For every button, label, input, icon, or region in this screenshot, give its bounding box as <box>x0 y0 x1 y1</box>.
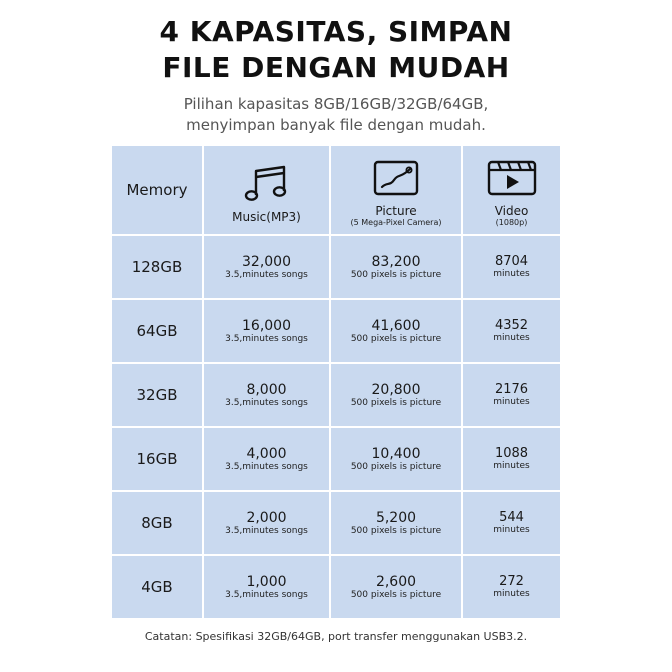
subtitle-line-2: menyimpan banyak file dengan mudah. <box>186 116 486 134</box>
capacity-label: 16GB <box>136 450 178 468</box>
music-note: 3.5,minutes songs <box>225 269 308 280</box>
heading-line-1: 4 KAPASITAS, SIMPAN <box>159 15 513 48</box>
picture-value-cell <box>331 556 461 618</box>
video-header-sub: (1080p) <box>495 218 528 227</box>
capacity-label: 32GB <box>136 386 178 404</box>
video-header-cell <box>463 146 560 234</box>
music-note: 3.5,minutes songs <box>225 397 308 408</box>
capacity-cell <box>112 492 202 554</box>
picture-count: 41,600 <box>371 317 421 334</box>
music-note-icon <box>240 164 294 204</box>
video-clapper-icon <box>485 158 539 198</box>
picture-value-cell <box>331 236 461 298</box>
capacity-cell <box>112 556 202 618</box>
subtitle-line-1: Pilihan kapasitas 8GB/16GB/32GB/64GB, <box>183 95 489 113</box>
picture-note: 500 pixels is picture <box>350 397 442 408</box>
video-minutes: 272 <box>499 574 524 589</box>
music-count: 4,000 <box>246 445 287 462</box>
page-subtitle <box>0 94 672 136</box>
capacity-cell <box>112 300 202 362</box>
picture-note: 500 pixels is picture <box>350 589 442 600</box>
video-note: minutes <box>493 589 530 599</box>
video-minutes: 2176 <box>494 382 529 397</box>
picture-count: 10,400 <box>371 445 421 462</box>
video-value-cell <box>463 300 560 362</box>
music-note: 3.5,minutes songs <box>225 589 308 600</box>
heading-line-2: FILE DENGAN MUDAH <box>162 51 510 84</box>
music-note: 3.5,minutes songs <box>225 461 308 472</box>
video-note: minutes <box>493 525 530 535</box>
music-header-cell <box>204 146 329 234</box>
video-note: minutes <box>493 269 530 279</box>
video-note: minutes <box>493 333 530 343</box>
music-count: 1,000 <box>246 573 287 590</box>
capacity-cell <box>112 236 202 298</box>
picture-value-cell <box>331 364 461 426</box>
picture-note: 500 pixels is picture <box>350 269 442 280</box>
memory-header-cell <box>112 146 202 234</box>
picture-header-sub: (5 Mega-Pixel Camera) <box>350 218 442 227</box>
video-note: minutes <box>493 397 530 407</box>
picture-count: 2,600 <box>375 573 417 590</box>
music-count: 2,000 <box>246 509 287 526</box>
video-minutes: 1088 <box>494 446 529 461</box>
music-count: 32,000 <box>242 253 291 270</box>
picture-note: 500 pixels is picture <box>350 525 442 536</box>
capacity-cell <box>112 428 202 490</box>
music-value-cell <box>204 300 329 362</box>
music-note: 3.5,minutes songs <box>225 333 308 344</box>
picture-header-title: Picture <box>375 204 417 218</box>
picture-note: 500 pixels is picture <box>350 461 442 472</box>
picture-value-cell <box>331 428 461 490</box>
capacity-label: 4GB <box>141 578 173 596</box>
music-value-cell <box>204 492 329 554</box>
capacity-label: 8GB <box>141 514 173 532</box>
capacity-label: 64GB <box>136 322 178 340</box>
music-count: 8,000 <box>246 381 287 398</box>
video-header-title: Video <box>494 204 529 218</box>
picture-count: 83,200 <box>371 253 421 270</box>
picture-value-cell <box>331 300 461 362</box>
picture-note: 500 pixels is picture <box>350 333 442 344</box>
video-value-cell <box>463 492 560 554</box>
memory-header-label: Memory <box>126 181 188 199</box>
capacity-table <box>112 146 560 618</box>
video-minutes: 4352 <box>494 318 529 333</box>
picture-count: 5,200 <box>375 509 417 526</box>
video-note: minutes <box>493 461 530 471</box>
picture-count: 20,800 <box>371 381 421 398</box>
music-count: 16,000 <box>242 317 291 334</box>
footnote: Catatan: Spesifikasi 32GB/64GB, port transfer menggunakan USB3.2. <box>144 630 528 643</box>
video-minutes: 544 <box>499 510 524 525</box>
picture-icon <box>369 158 423 198</box>
page-heading <box>0 14 672 86</box>
picture-value-cell <box>331 492 461 554</box>
music-value-cell <box>204 556 329 618</box>
music-value-cell <box>204 428 329 490</box>
video-value-cell <box>463 236 560 298</box>
capacity-cell <box>112 364 202 426</box>
music-header-title: Music(MP3) <box>232 210 301 224</box>
video-value-cell <box>463 556 560 618</box>
music-note: 3.5,minutes songs <box>225 525 308 536</box>
video-minutes: 8704 <box>494 254 529 269</box>
music-value-cell <box>204 236 329 298</box>
music-value-cell <box>204 364 329 426</box>
picture-header-cell <box>331 146 461 234</box>
capacity-label: 128GB <box>131 258 183 276</box>
video-value-cell <box>463 428 560 490</box>
video-value-cell <box>463 364 560 426</box>
